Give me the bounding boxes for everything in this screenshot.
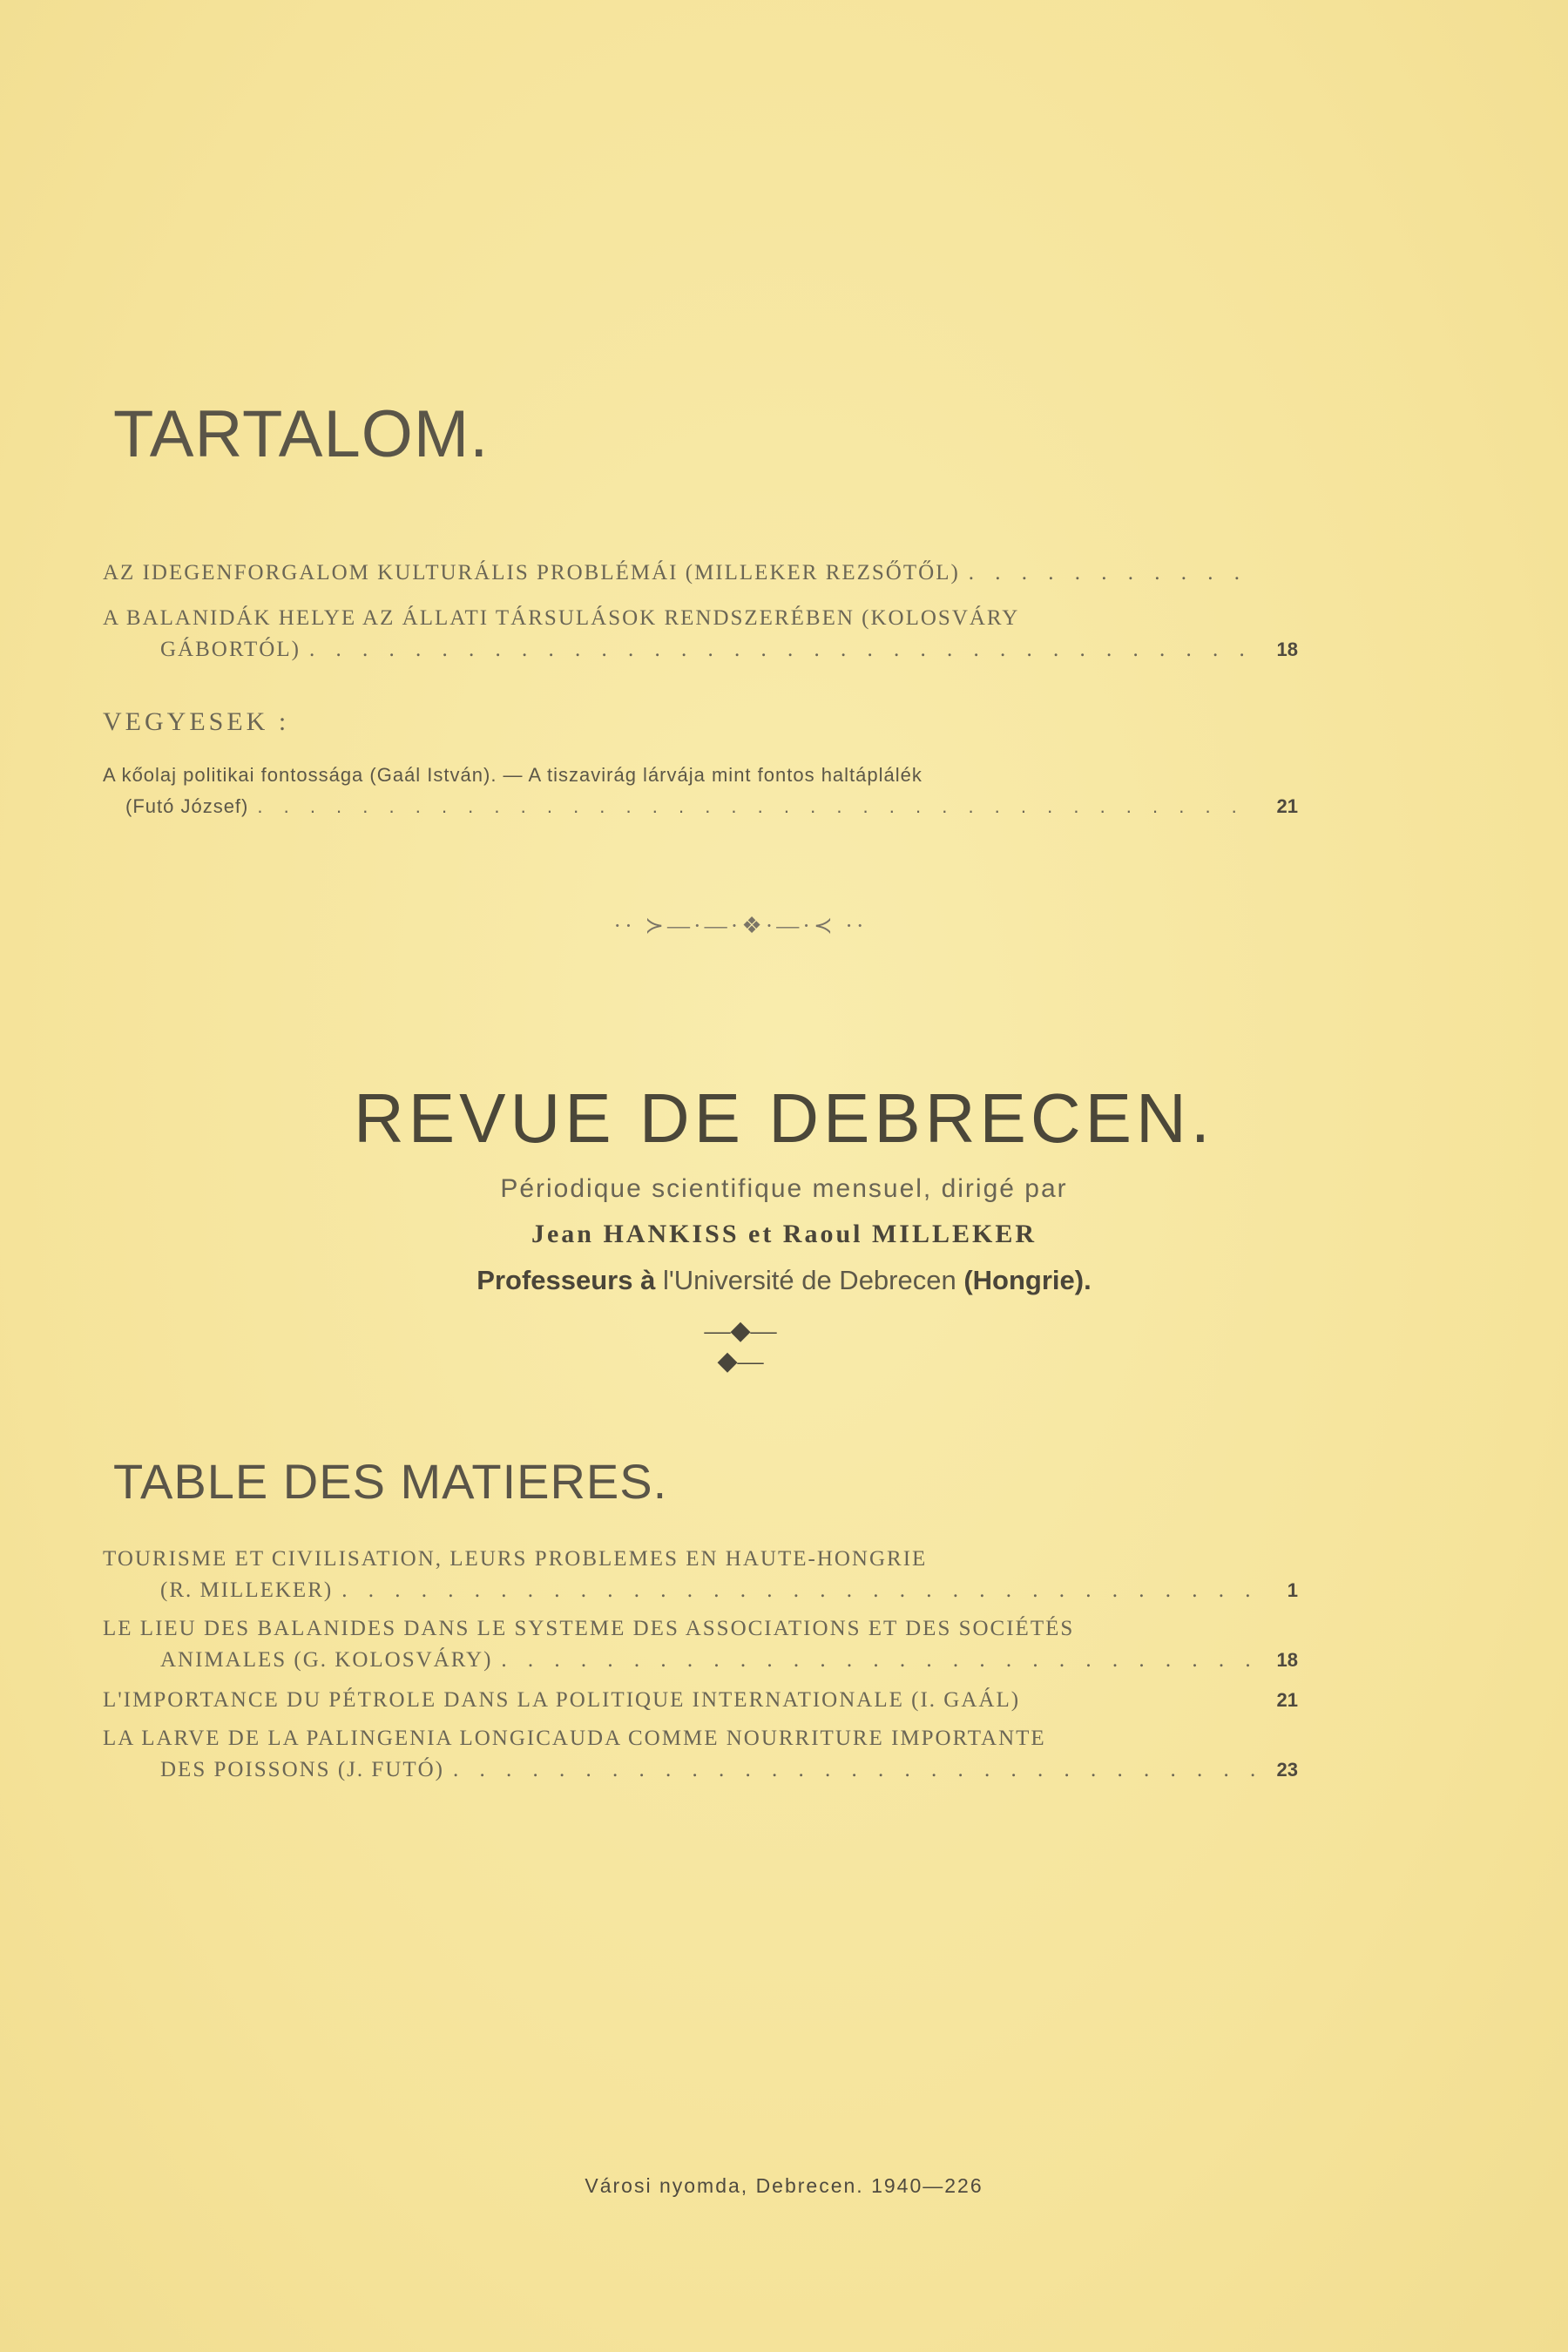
tartalom-title: TARTALOM. xyxy=(113,397,490,471)
revue-subtitle: Périodique scientifique mensuel, dirigé par xyxy=(500,1174,1068,1203)
affiliation-university: l'Université de Debrecen xyxy=(662,1265,956,1295)
toc-entry-page: 18 xyxy=(1276,1649,1298,1671)
dot-leader xyxy=(257,791,1258,822)
toc-entry-page: 23 xyxy=(1276,1759,1298,1781)
toc-entry-title: A BALANIDÁK HELYE AZ ÁLLATI TÁRSULÁSOK RENDSZERÉBEN (KOLOSVÁRY xyxy=(103,606,1020,630)
ornament-arrows: —◆—◆— xyxy=(704,1316,777,1375)
dot-leader xyxy=(341,1575,1258,1606)
toc-entry-fr-3 xyxy=(103,1685,1298,1716)
toc-entry-title: L'IMPORTANCE DU PÉTROLE DANS LA POLITIQUE INTERNATIONALE (I. GAÁL) xyxy=(103,1688,1021,1712)
affiliation-country: (Hongrie). xyxy=(963,1265,1092,1295)
toc-entry-title: AZ IDEGENFORGALOM KULTURÁLIS PROBLÉMÁI (MILLEKER REZSŐTŐL) xyxy=(103,561,960,585)
toc-entry-fr-1 xyxy=(103,1544,1298,1606)
toc-entry-fr-2 xyxy=(103,1613,1298,1676)
vegyesek-continuation: (Futó József) xyxy=(125,795,249,817)
toc-entry-page: 18 xyxy=(1276,639,1298,660)
toc-entry-page: 21 xyxy=(1276,795,1298,817)
toc-entry-hu-1 xyxy=(103,558,1298,589)
dot-leader xyxy=(969,558,1258,589)
printer-imprint: Városi nyomda, Debrecen. 1940—226 xyxy=(585,2174,983,2197)
toc-entry-title: TOURISME ET CIVILISATION, LEURS PROBLEMES EN HAUTE-HONGRIE xyxy=(103,1547,928,1571)
vegyesek-line: A kőolaj politikai fontossága (Gaál István). — A tiszavirág lárvája mint fontos haltáplálék xyxy=(103,764,923,786)
dot-leader xyxy=(309,634,1258,666)
toc-entry-page: 21 xyxy=(1276,1689,1298,1711)
revue-editors: Jean HANKISS et Raoul MILLEKER xyxy=(531,1220,1037,1248)
vegyesek-heading: VEGYESEK : xyxy=(103,707,290,736)
toc-entry-title: LE LIEU DES BALANIDES DANS LE SYSTEME DES ASSOCIATIONS ET DES SOCIÉTÉS xyxy=(103,1617,1075,1640)
dot-leader xyxy=(453,1754,1258,1786)
toc-entry-continuation: DES POISSONS (J. FUTÓ) xyxy=(160,1758,444,1781)
toc-entry-fr-4 xyxy=(103,1723,1298,1786)
toc-entry-continuation: ANIMALES (G. KOLOSVÁRY) xyxy=(160,1648,493,1672)
revue-title: REVUE DE DEBRECEN. xyxy=(354,1079,1214,1157)
toc-entry-continuation: (R. MILLEKER) xyxy=(160,1578,334,1602)
toc-entry-continuation: GÁBORTÓL) xyxy=(160,638,301,661)
affiliation-part: Professeurs à xyxy=(476,1265,656,1295)
table-title: TABLE DES MATIERES. xyxy=(113,1454,668,1509)
toc-entry-page: 1 xyxy=(1287,1579,1298,1601)
dot-leader xyxy=(501,1645,1258,1676)
toc-entry-hu-2 xyxy=(103,603,1298,666)
vegyesek-entry xyxy=(103,760,1298,822)
toc-entry-title: LA LARVE DE LA PALINGENIA LONGICAUDA COMME NOURRITURE IMPORTANTE xyxy=(103,1727,1046,1750)
ornament-divider: ·· ≻—·—·❖·—·≺ ·· xyxy=(613,913,868,938)
revue-affiliation xyxy=(0,1265,1568,1296)
